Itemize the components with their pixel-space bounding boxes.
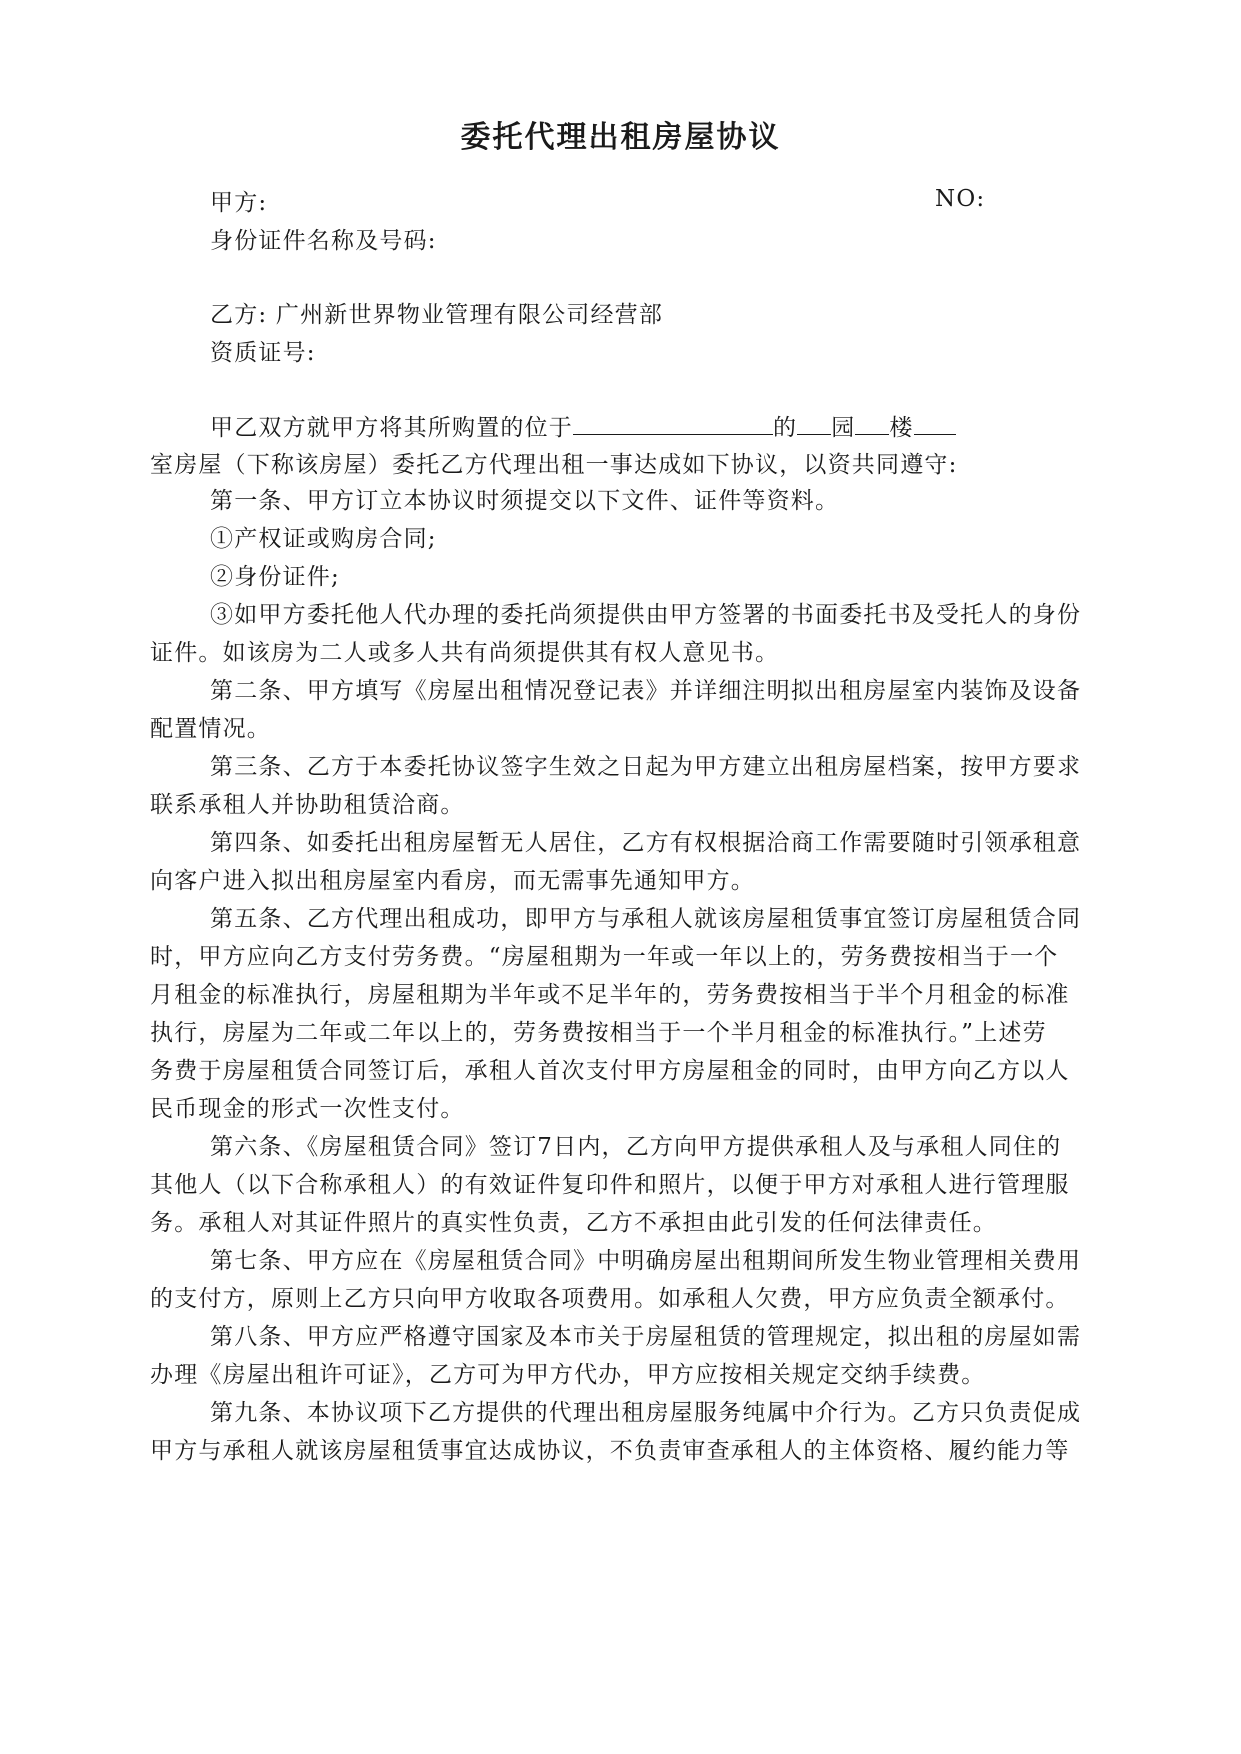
article-line: 执行，房屋为二年或二年以上的，劳务费按相当于一个半月租金的标准执行。”上述劳 [150, 1020, 1047, 1046]
party-b-line [210, 300, 663, 330]
qualification-cert-label: 资质证号: [210, 340, 316, 366]
party-b-name: 广州新世界物业管理有限公司经营部 [275, 302, 664, 328]
article-line: 办理《房屋出租许可证》，乙方可为甲方代办，甲方应按相关规定交纳手续费。 [150, 1362, 986, 1388]
room-blank [914, 412, 956, 435]
article-line: 向客户进入拟出租房屋室内看房，而无需事先通知甲方。 [150, 868, 755, 894]
article-line: 第五条、乙方代理出租成功，即甲方与承租人就该房屋租赁事宜签订房屋租赁合同 [210, 906, 1082, 932]
article-line: 联系承租人并协助租赁洽商。 [150, 792, 465, 818]
article-line: 甲方与承租人就该房屋租赁事宜达成协议，不负责审查承租人的主体资格、履约能力等 [150, 1438, 1070, 1464]
article-line: 务。承租人对其证件照片的真实性负责，乙方不承担由此引发的任何法律责任。 [150, 1210, 997, 1236]
article-line: 证件。如该房为二人或多人共有尚须提供其有权人意见书。 [150, 640, 780, 666]
intro-line-1 [210, 412, 956, 443]
article-line: ①产权证或购房合同; [210, 526, 437, 552]
article-line: 配置情况。 [150, 716, 271, 742]
article-line: ③如甲方委托他人代办理的委托尚须提供由甲方签署的书面委托书及受托人的身份 [210, 602, 1082, 628]
article-line: 其他人（以下合称承租人）的有效证件复印件和照片，以便于甲方对承租人进行管理服 [150, 1172, 1070, 1198]
intro-text-garden: 园 [831, 415, 856, 441]
article-line: 第七条、甲方应在《房屋租赁合同》中明确房屋出租期间所发生物业管理相关费用 [210, 1248, 1082, 1274]
article-line: 务费于房屋租赁合同签订后，承租人首次支付甲方房屋租金的同时，由甲方向乙方以人 [150, 1058, 1070, 1084]
article-line: 第二条、甲方填写《房屋出租情况登记表》并详细注明拟出租房屋室内装饰及设备 [210, 678, 1082, 704]
contract-number-label: NO: [935, 186, 986, 212]
article-line: 民币现金的形式一次性支付。 [150, 1096, 465, 1122]
intro-line-2: 室房屋（下称该房屋）委托乙方代理出租一事达成如下协议，以资共同遵守: [150, 452, 958, 478]
article-line: 第八条、甲方应严格遵守国家及本市关于房屋租赁的管理规定，拟出租的房屋如需 [210, 1324, 1082, 1350]
id-document-label: 身份证件名称及号码: [210, 228, 437, 254]
article-line: 第九条、本协议项下乙方提供的代理出租房屋服务纯属中介行为。乙方只负责促成 [210, 1400, 1082, 1426]
article-line: 的支付方，原则上乙方只向甲方收取各项费用。如承租人欠费，甲方应负责全额承付。 [150, 1286, 1070, 1312]
building-blank [855, 412, 889, 435]
garden-blank [797, 412, 831, 435]
article-line: 第四条、如委托出租房屋暂无人居住，乙方有权根据洽商工作需要随时引领承租意 [210, 830, 1082, 856]
intro-text-building: 楼 [889, 415, 914, 441]
article-line: 时，甲方应向乙方支付劳务费。“房屋租期为一年或一年以上的，劳务费按相当于一个 [150, 944, 1059, 970]
article-line: ②身份证件; [210, 564, 340, 590]
article-line: 第六条、《房屋租赁合同》签订7日内，乙方向甲方提供承租人及与承租人同住的 [210, 1134, 1062, 1160]
party-b-label: 乙方: [210, 302, 268, 328]
document-title: 委托代理出租房屋协议 [460, 120, 781, 155]
intro-text-location: 甲乙双方就甲方将其所购置的位于 [210, 415, 573, 441]
party-a-label: 甲方: [210, 190, 268, 216]
intro-text-of: 的 [773, 415, 798, 441]
article-line: 第三条、乙方于本委托协议签字生效之日起为甲方建立出租房屋档案，按甲方要求 [210, 754, 1082, 780]
article-line: 月租金的标准执行，房屋租期为半年或不足半年的，劳务费按相当于半个月租金的标准 [150, 982, 1070, 1008]
location-blank [573, 412, 773, 435]
article-line: 第一条、甲方订立本协议时须提交以下文件、证件等资料。 [210, 488, 840, 514]
